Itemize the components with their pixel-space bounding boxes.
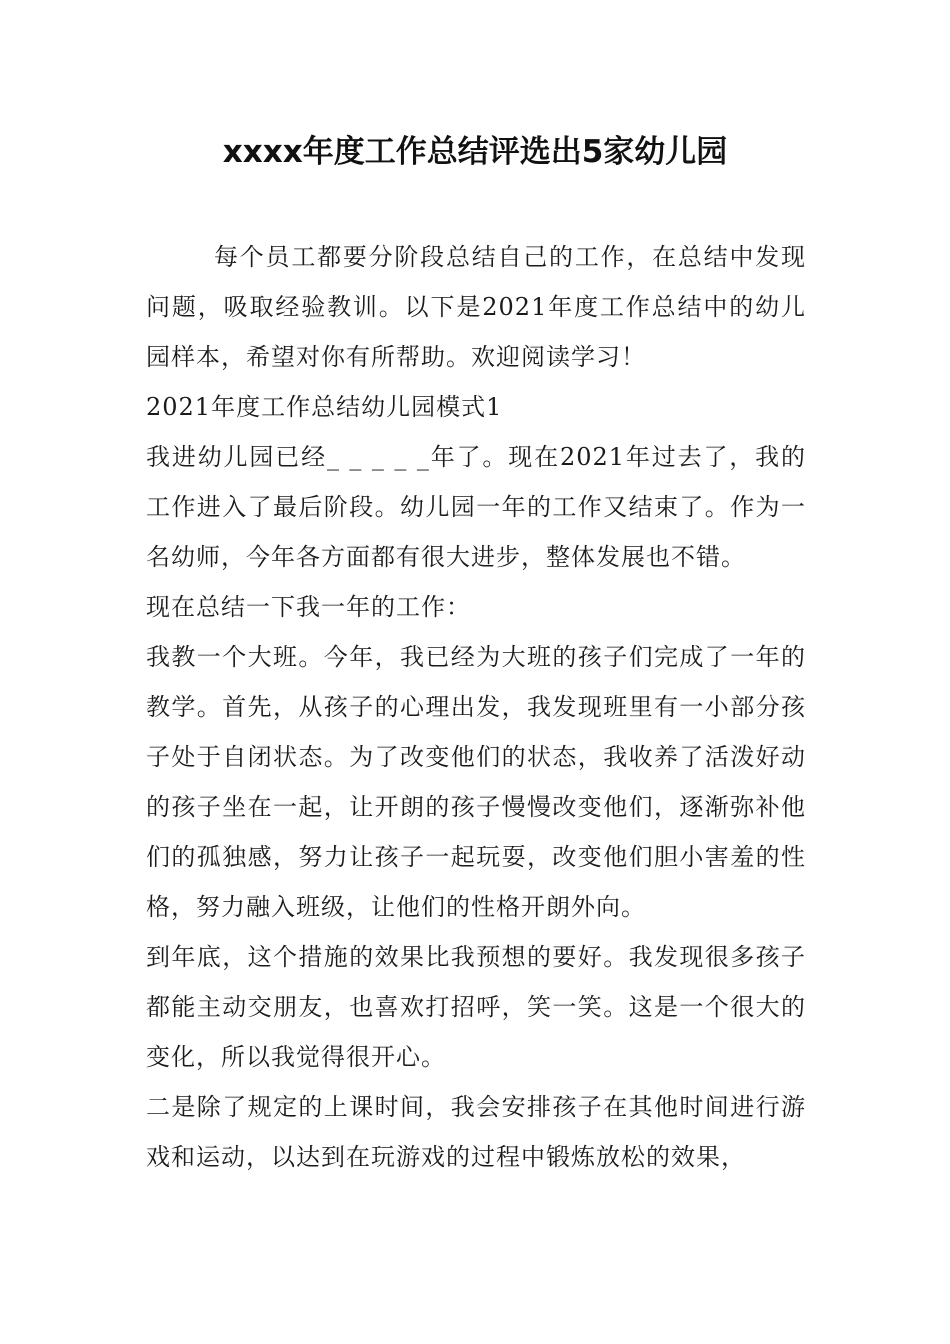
body-paragraph: 二是除了规定的上课时间，我会安排孩子在其他时间进行游戏和运动，以达到在玩游戏的过程中锻炼放松的效果， — [146, 1093, 806, 1171]
document-title: xxxx年度工作总结评选出5家幼儿园 — [222, 134, 728, 170]
document-body — [146, 232, 806, 1182]
body-paragraph: 到年底，这个措施的效果比我预想的要好。我发现很多孩子都能主动交朋友，也喜欢打招呼，笑一笑。这是一个很大的变化，所以我觉得很开心。 — [146, 943, 806, 1071]
section-heading: 2021年度工作总结幼儿园模式1 — [146, 393, 503, 421]
body-paragraph: 我教一个大班。今年，我已经为大班的孩子们完成了一年的教学。首先，从孩子的心理出发，我发现班里有一小部分孩子处于自闭状态。为了改变他们的状态，我收养了活泼好动的孩子坐在一起，让开朗的孩子慢慢改变他们，逐渐弥补他们的孤独感，努力让孩子一起玩耍，改变他们胆小害羞的性格，努力融入班级，让他们的性格开朗外向。 — [146, 643, 806, 921]
intro-paragraph: 每个员工都要分阶段总结自己的工作，在总结中发现问题，吸取经验教训。以下是2021年度工作总结中的幼儿园样本，希望对你有所帮助。欢迎阅读学习！ — [146, 243, 806, 371]
body-paragraph: 现在总结一下我一年的工作： — [146, 593, 471, 621]
body-paragraph: 我进幼儿园已经_ _ _ _ _年了。现在2021年过去了，我的工作进入了最后阶段。幼儿园一年的工作又结束了。作为一名幼师，今年各方面都有很大进步，整体发展也不错。 — [146, 443, 806, 571]
